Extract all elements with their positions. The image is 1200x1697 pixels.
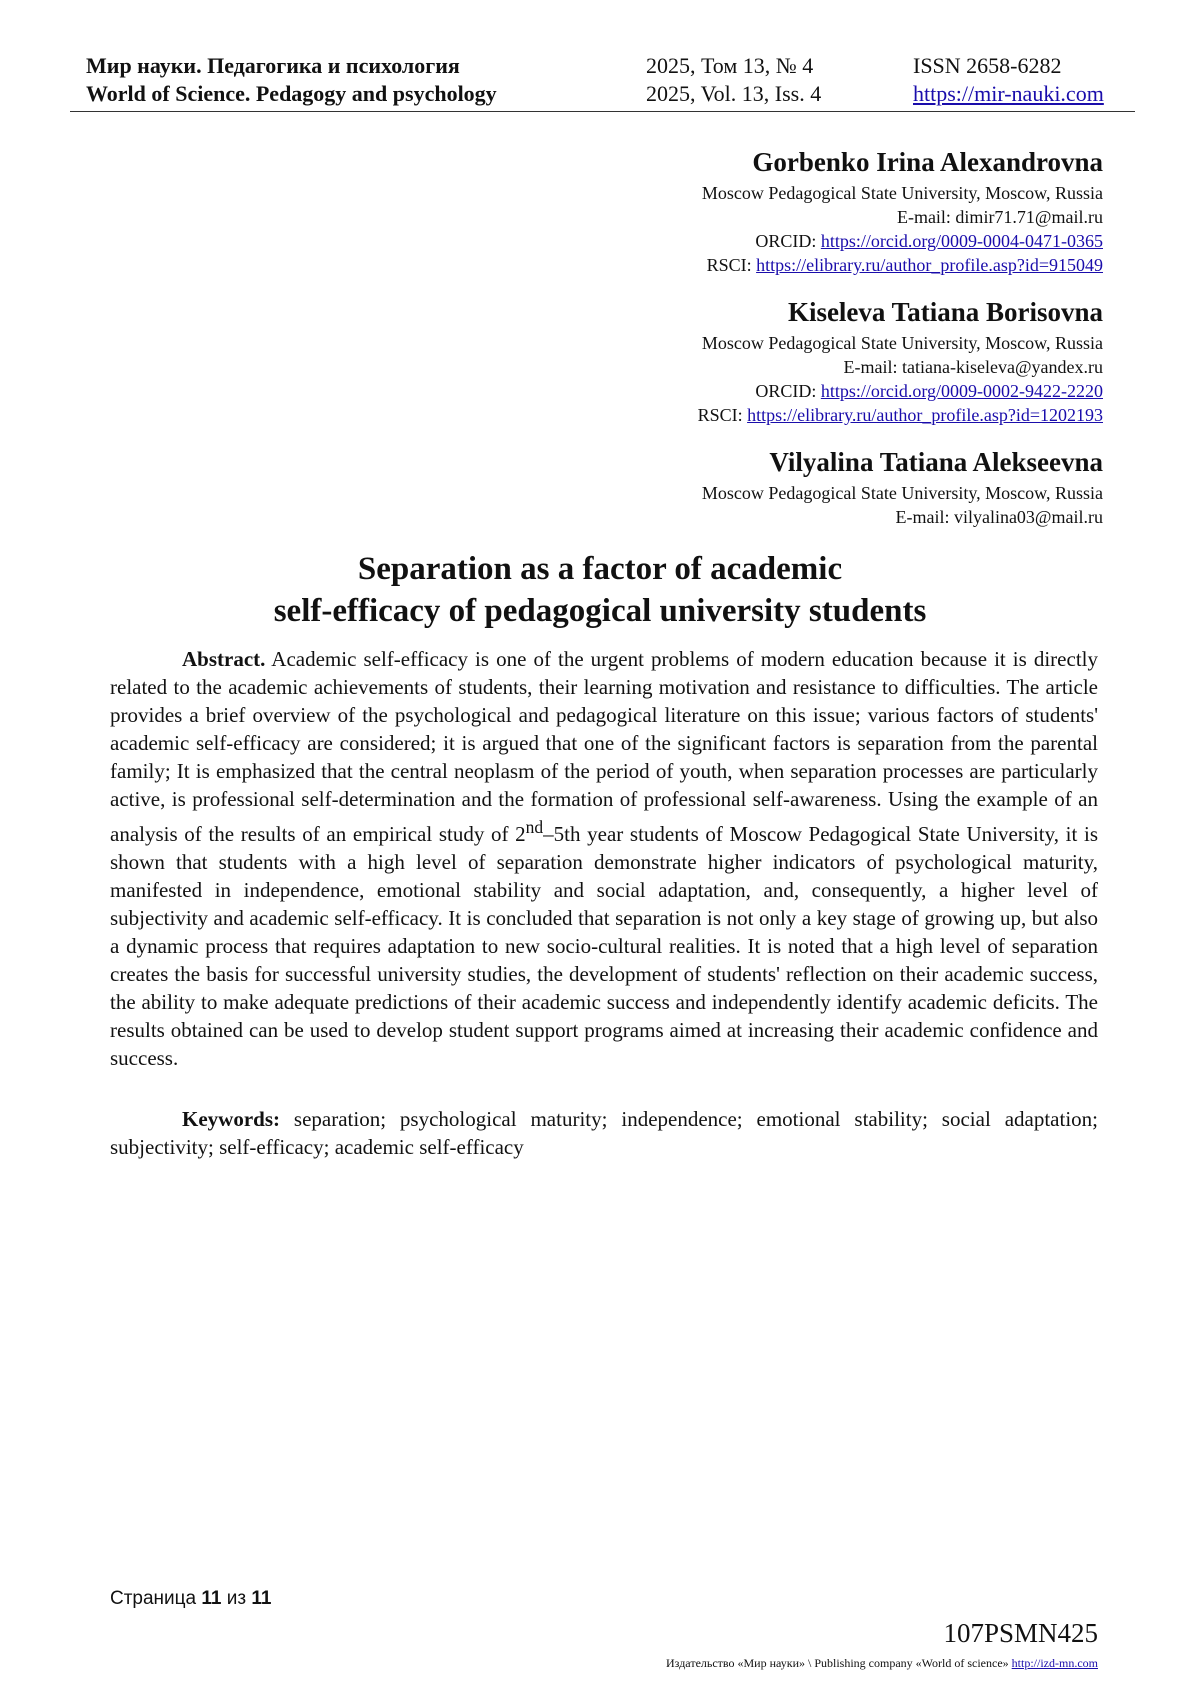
abstract bbox=[110, 645, 1098, 1072]
article-title-line: self-efficacy of pedagogical university students bbox=[273, 593, 927, 629]
abstract-label: Abstract. bbox=[182, 647, 266, 671]
article-code: 107PSMN425 bbox=[943, 1618, 1098, 1648]
keywords bbox=[110, 1105, 1098, 1161]
author-affiliation: Moscow Pedagogical State University, Moscow, Russia bbox=[701, 333, 1103, 353]
author-rsci bbox=[403, 253, 1103, 277]
author-affiliation: Moscow Pedagogical State University, Moscow, Russia bbox=[701, 183, 1103, 203]
page-total: 11 bbox=[251, 1588, 272, 1609]
abstract-superscript: nd bbox=[525, 817, 544, 837]
abstract-text: –5th year students of Moscow Pedagogical State University, it is shown that students with a high level of separation demonstrate higher indicators of psychological maturity, manifested in independence, emotional stability and social adaptation, and, consequently, a higher level of subjectivity and academic self-efficacy. It is concluded that separation is not only a key stage of growing up, but also a dynamic process that requires adaptation to new socio-cultural realities. It is noted that a high level of separation creates the basis for successful university studies, the development of students' reflection on their academic success, the ability to make adequate predictions of their academic success and independently identify academic deficits. The results obtained can be used to develop student support programs aimed at increasing their academic confidence and success. bbox=[110, 822, 1098, 1070]
author-block bbox=[403, 145, 1103, 277]
author-list bbox=[403, 145, 1103, 547]
rsci-link[interactable]: https://elibrary.ru/author_profile.asp?id=915049 bbox=[756, 255, 1103, 275]
article-title-line: Separation as a factor of academic bbox=[357, 551, 843, 587]
author-name: Gorbenko Irina Alexandrovna bbox=[752, 147, 1103, 177]
page-current: 11 bbox=[201, 1588, 222, 1609]
journal-site-link[interactable]: https://mir-nauki.com bbox=[913, 81, 1104, 106]
author-orcid bbox=[403, 229, 1103, 253]
issue-info-en: 2025, Vol. 13, Iss. 4 bbox=[646, 81, 822, 106]
keywords-text: separation; psychological maturity; independence; emotional stability; social adaptation; subjectivity; self-efficacy; academic self-efficacy bbox=[110, 1107, 1098, 1159]
author-block bbox=[403, 445, 1103, 529]
author-name: Kiseleva Tatiana Borisovna bbox=[787, 297, 1103, 327]
publisher-text: Издательство «Мир науки» \ Publishing company «World of science» bbox=[666, 1656, 1012, 1670]
page-prefix: Страница bbox=[110, 1588, 202, 1609]
issue-info-ru: 2025, Том 13, № 4 bbox=[646, 53, 814, 78]
header-divider bbox=[70, 111, 1135, 112]
author-name: Vilyalina Tatiana Alekseevna bbox=[769, 447, 1103, 477]
author-block bbox=[403, 295, 1103, 427]
abstract-text: Academic self-efficacy is one of the urgent problems of modern education because it is directly related to the academic achievements of students, their learning motivation and resistance to difficulties. The article provides a brief overview of the psychological and pedagogical literature on this issue; various factors of students' academic self-efficacy are considered; it is argued that one of the significant factors is separation from the parental family; It is emphasized that the central neoplasm of the period of youth, when separation processes are particularly active, is professional self-determination and the formation of professional self-awareness. Using the example of an analysis of the results of an empirical study of 2 bbox=[110, 647, 1098, 846]
article-title bbox=[100, 548, 1100, 632]
page-mid: из bbox=[221, 1588, 252, 1609]
orcid-link[interactable]: https://orcid.org/0009-0004-0471-0365 bbox=[820, 231, 1103, 251]
author-orcid bbox=[403, 379, 1103, 403]
journal-title-en: World of Science. Pedagogy and psychology bbox=[86, 81, 497, 106]
rsci-label: RSCI: bbox=[697, 405, 748, 425]
orcid-label: ORCID: bbox=[755, 381, 821, 401]
rsci-label: RSCI: bbox=[706, 255, 757, 275]
rsci-link[interactable]: https://elibrary.ru/author_profile.asp?id=1202193 bbox=[747, 405, 1103, 425]
publisher-link[interactable]: http://izd-mn.com bbox=[1011, 1656, 1098, 1670]
orcid-link[interactable]: https://orcid.org/0009-0002-9422-2220 bbox=[820, 381, 1103, 401]
keywords-label: Keywords: bbox=[182, 1107, 280, 1131]
orcid-label: ORCID: bbox=[755, 231, 821, 251]
author-email: E-mail: dimir71.71@mail.ru bbox=[896, 207, 1103, 227]
publisher-line bbox=[666, 1656, 1098, 1671]
journal-title-ru: Мир науки. Педагогика и психология bbox=[86, 53, 460, 78]
author-email: E-mail: tatiana-kiseleva@yandex.ru bbox=[843, 357, 1103, 377]
journal-header bbox=[86, 52, 1126, 108]
issn: ISSN 2658-6282 bbox=[913, 53, 1062, 78]
author-rsci bbox=[403, 403, 1103, 427]
author-email: E-mail: vilyalina03@mail.ru bbox=[895, 507, 1103, 527]
page-number bbox=[110, 1588, 271, 1610]
author-affiliation: Moscow Pedagogical State University, Moscow, Russia bbox=[701, 483, 1103, 503]
